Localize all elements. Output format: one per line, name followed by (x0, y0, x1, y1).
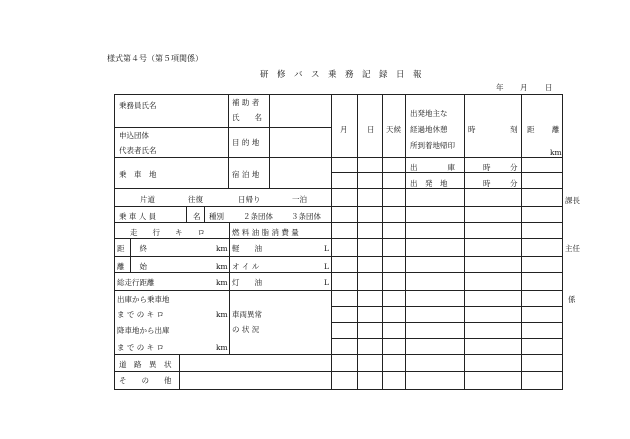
grid-line (331, 371, 563, 372)
grid-line (331, 157, 563, 158)
depart-garage-label: 出 庫 (410, 163, 455, 172)
liter-unit: L (324, 278, 329, 287)
trip-round: 往復 (188, 195, 203, 204)
grid-line (186, 206, 187, 223)
org-label-1: 申込団体 (119, 131, 149, 140)
approver-staff: 係 (568, 295, 576, 304)
category-option-2: ２条団体 (243, 212, 273, 221)
assistant-label-2: 氏 名 (232, 113, 262, 122)
grid-line (114, 290, 332, 291)
form-title: 研 修 バ ス 乗 務 記 録 日 報 (260, 70, 422, 80)
grid-line (331, 322, 563, 323)
minute-label: 分 (510, 179, 518, 188)
oil-label: オ イ ル (232, 262, 260, 271)
grid-line (114, 354, 332, 355)
vehicle-issue-label-1: 車両異常 (232, 310, 262, 319)
grid-line (331, 206, 563, 207)
col-day: 日 (367, 125, 375, 134)
grid-line (331, 94, 563, 95)
minute-label: 分 (510, 163, 518, 172)
grid-line (228, 94, 229, 189)
grid-line (562, 94, 563, 390)
col-place-2: 経過地休憩 (410, 125, 448, 134)
grid-line (331, 272, 563, 273)
assistant-label-1: 補 助 者 (232, 98, 260, 107)
hour-label: 時 (483, 179, 491, 188)
grid-line (331, 389, 563, 390)
date-year-label: 年 (496, 83, 504, 92)
garage-to-board-label-2: ま で の キ ロ (117, 310, 165, 319)
category-label: 種別 (209, 212, 224, 221)
grid-line (114, 188, 332, 189)
km-unit: km (216, 343, 228, 352)
grid-line (331, 172, 563, 173)
other-label: そ の 他 (119, 376, 172, 385)
approver-supervisor: 主任 (565, 244, 580, 253)
liter-unit: L (324, 262, 329, 271)
grid-line (114, 222, 332, 223)
light-oil-label: 軽 油 (232, 244, 262, 253)
approver-chief: 課長 (565, 196, 580, 205)
vehicle-issue-label-2: の 状 況 (232, 325, 260, 334)
grid-line (114, 94, 115, 390)
grid-line (114, 127, 332, 128)
grid-line (331, 354, 563, 355)
col-place-3: 所到着地帰印 (410, 141, 455, 150)
grid-line (114, 256, 332, 257)
col-dist-r: 離 (552, 125, 560, 134)
grid-line (114, 389, 332, 390)
alight-to-garage-label-2: ま で の キ ロ (117, 343, 165, 352)
col-time-m: 刻 (510, 125, 518, 134)
col-dist-l: 距 (527, 125, 535, 134)
date-month-label: 月 (520, 83, 528, 92)
grid-line (331, 256, 563, 257)
col-time-h: 時 (468, 125, 476, 134)
km-unit: km (216, 310, 228, 319)
kerosene-label: 灯 油 (232, 278, 262, 287)
driver-name-label: 乗務員氏名 (119, 101, 157, 110)
grid-line (179, 354, 180, 390)
liter-unit: L (324, 244, 329, 253)
grid-line (114, 94, 332, 95)
garage-to-board-label-1: 出庫から乗車地 (117, 295, 170, 304)
date-day-label: 日 (545, 83, 553, 92)
grid-line (405, 94, 406, 390)
grid-line (229, 222, 230, 355)
col-km-unit: km (550, 148, 562, 157)
trip-overnight: 一泊 (292, 195, 307, 204)
grid-line (331, 290, 563, 291)
form-number: 様式第４号（第５項関係） (107, 54, 203, 63)
grid-line (114, 238, 332, 239)
grid-line (114, 371, 332, 372)
purpose-label: 目 的 地 (232, 138, 260, 147)
travel-km-label: 走 行 キ ロ (130, 228, 205, 237)
org-label-2: 代表者氏名 (119, 146, 157, 155)
trip-day: 日帰り (238, 195, 261, 204)
dist-end-label: 距 終 (117, 244, 147, 253)
depart-place-label: 出 発 地 (410, 179, 448, 188)
grid-line (357, 94, 358, 390)
col-weather: 天候 (386, 125, 401, 134)
grid-line (331, 238, 563, 239)
fuel-label: 燃 料 油 脂 消 費 量 (232, 228, 299, 237)
lodging-label: 宿 泊 地 (232, 170, 260, 179)
grid-line (464, 94, 465, 390)
grid-line (114, 157, 332, 158)
grid-line (331, 306, 563, 307)
km-unit: km (216, 244, 228, 253)
grid-line (204, 206, 205, 223)
grid-line (331, 222, 563, 223)
dist-start-label: 離 始 (117, 262, 147, 271)
grid-line (521, 94, 522, 390)
hour-label: 時 (483, 163, 491, 172)
col-place-1: 出発地主な (410, 109, 448, 118)
grid-line (114, 206, 332, 207)
boarding-label: 乗 車 地 (119, 170, 157, 179)
grid-line (331, 94, 332, 390)
total-dist-label: 総走行距離 (117, 278, 155, 287)
persons-unit: 名 (193, 212, 201, 221)
grid-line (331, 338, 563, 339)
road-issue-label: 道 路 異 状 (119, 360, 172, 369)
grid-line (331, 188, 563, 189)
grid-line (114, 272, 332, 273)
col-month: 月 (340, 125, 348, 134)
category-option-3: ３条団体 (291, 212, 321, 221)
km-unit: km (216, 262, 228, 271)
trip-one-way: 片道 (140, 195, 155, 204)
grid-line (269, 94, 270, 189)
alight-to-garage-label-1: 降車地から出庫 (117, 326, 170, 335)
grid-line (382, 94, 383, 390)
passengers-label: 乗 車 人 員 (119, 212, 157, 221)
km-unit: km (216, 278, 228, 287)
